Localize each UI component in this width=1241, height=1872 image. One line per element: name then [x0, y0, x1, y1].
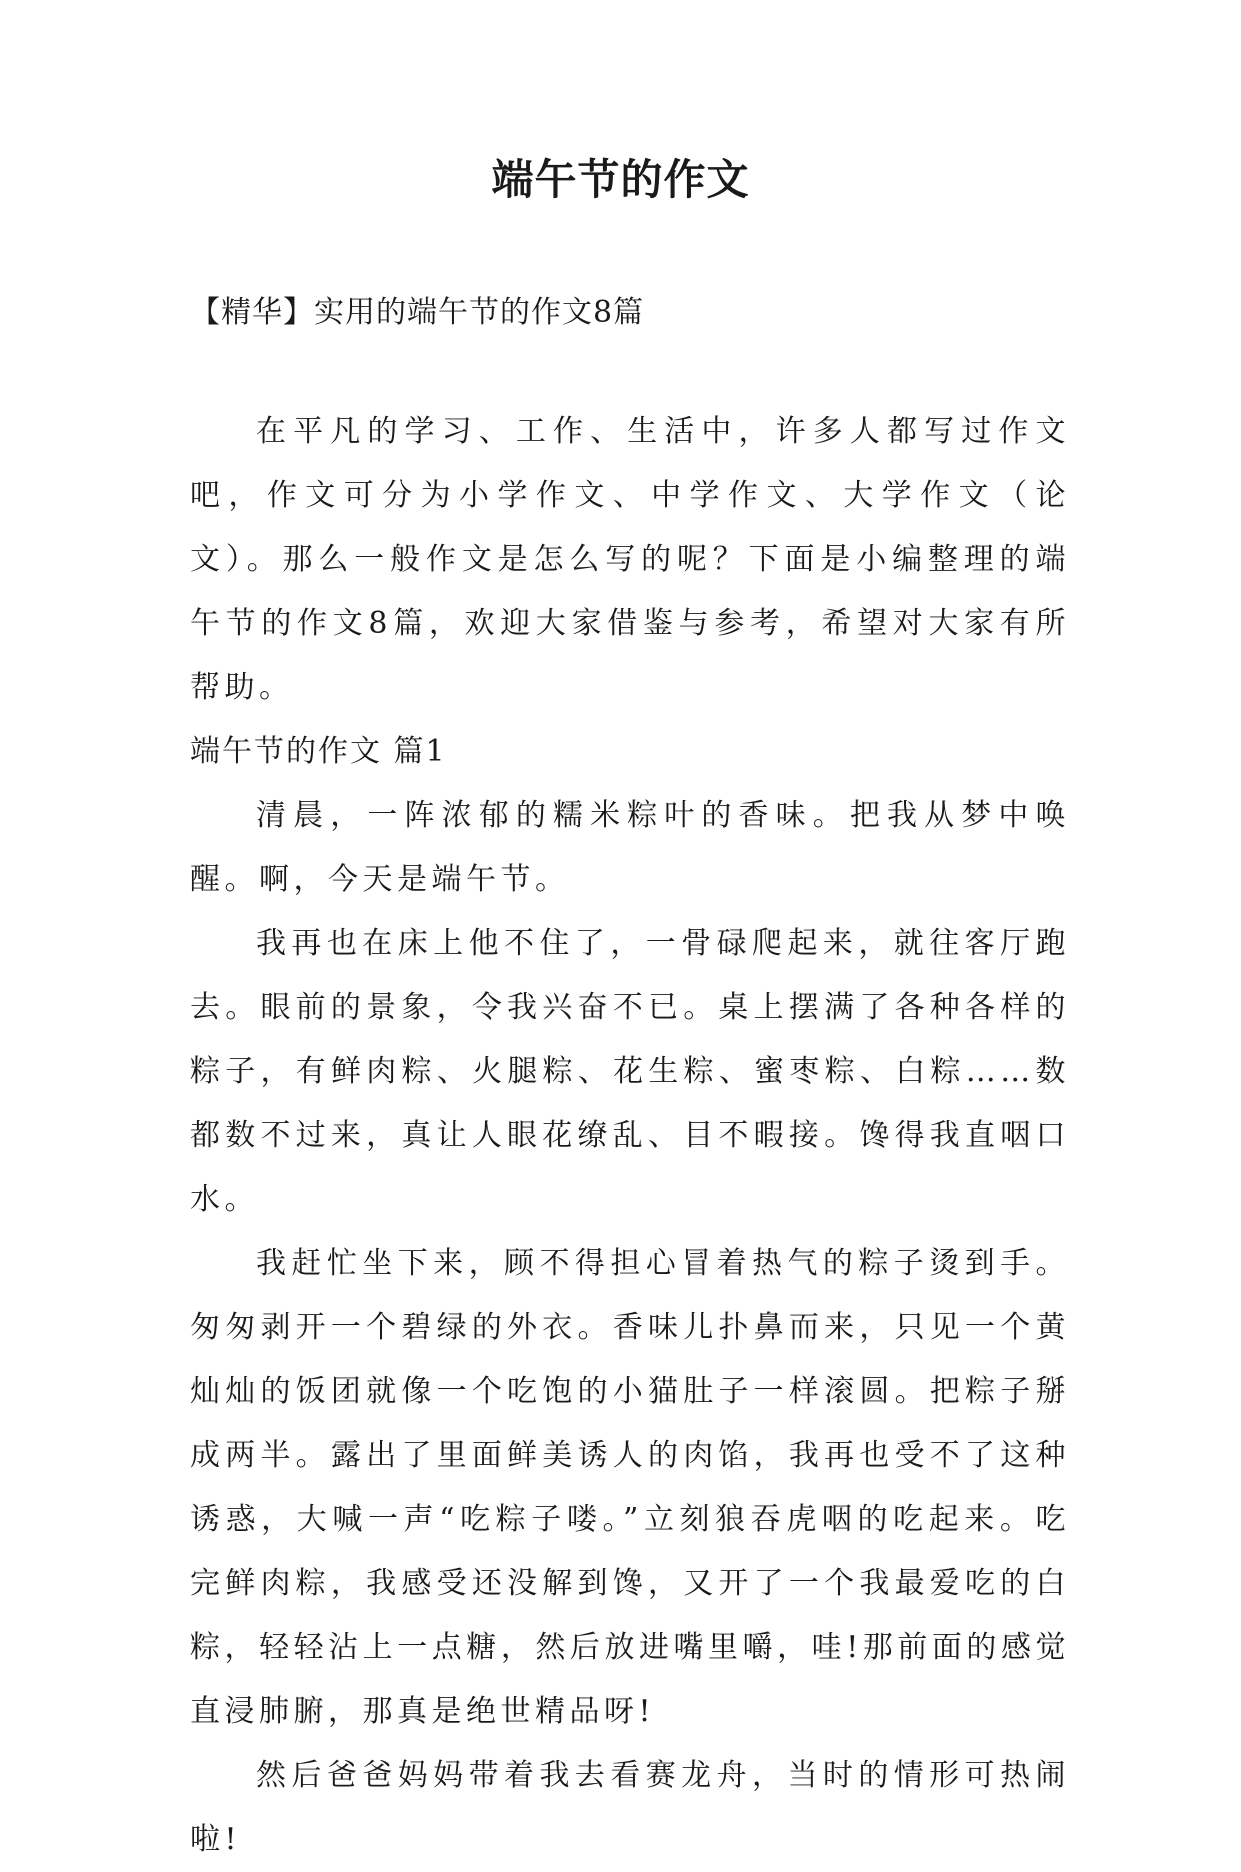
body-paragraph-2: 我再也在床上他不住了，一骨碌爬起来，就往客厅跑去。眼前的景象，令我兴奋不已。桌上摆满了各种各样的粽子，有鲜肉粽、火腿粽、花生粽、蜜枣粽、白粽……数都数不过来，真让人眼花缭乱、目不暇接。馋得我直咽口水。 — [190, 926, 1070, 1217]
document-body — [190, 400, 1070, 1872]
intro-paragraph: 在平凡的学习、工作、生活中，许多人都写过作文吧，作文可分为小学作文、中学作文、大学作文（论文）。那么一般作文是怎么写的呢？下面是小编整理的端午节的作文8篇，欢迎大家借鉴与参考，希望对大家有所帮助。 — [190, 414, 1070, 705]
section-heading: 端午节的作文 篇1 — [190, 734, 447, 769]
body-paragraph-1: 清晨，一阵浓郁的糯米粽叶的香味。把我从梦中唤醒。啊，今天是端午节。 — [190, 798, 1070, 897]
body-paragraph-3: 我赶忙坐下来，顾不得担心冒着热气的粽子烫到手。匆匆剥开一个碧绿的外衣。香味儿扑鼻而来，只见一个黄灿灿的饭团就像一个吃饱的小猫肚子一样滚圆。把粽子掰成两半。露出了里面鲜美诱人的肉馅，我再也受不了这种诱惑，大喊一声“吃粽子喽。”立刻狼吞虎咽的吃起来。吃完鲜肉粽，我感受还没解到馋，又开了一个我最爱吃的白粽，轻轻沾上一点糖，然后放进嘴里嚼，哇!那前面的感觉直浸肺腑，那真是绝世精品呀! — [190, 1246, 1070, 1729]
body-paragraph-4: 然后爸爸妈妈带着我去看赛龙舟，当时的情形可热闹啦! — [190, 1758, 1070, 1857]
document-title: 端午节的作文 — [491, 155, 750, 204]
document-subtitle: 【精华】实用的端午节的作文8篇 — [190, 295, 645, 330]
